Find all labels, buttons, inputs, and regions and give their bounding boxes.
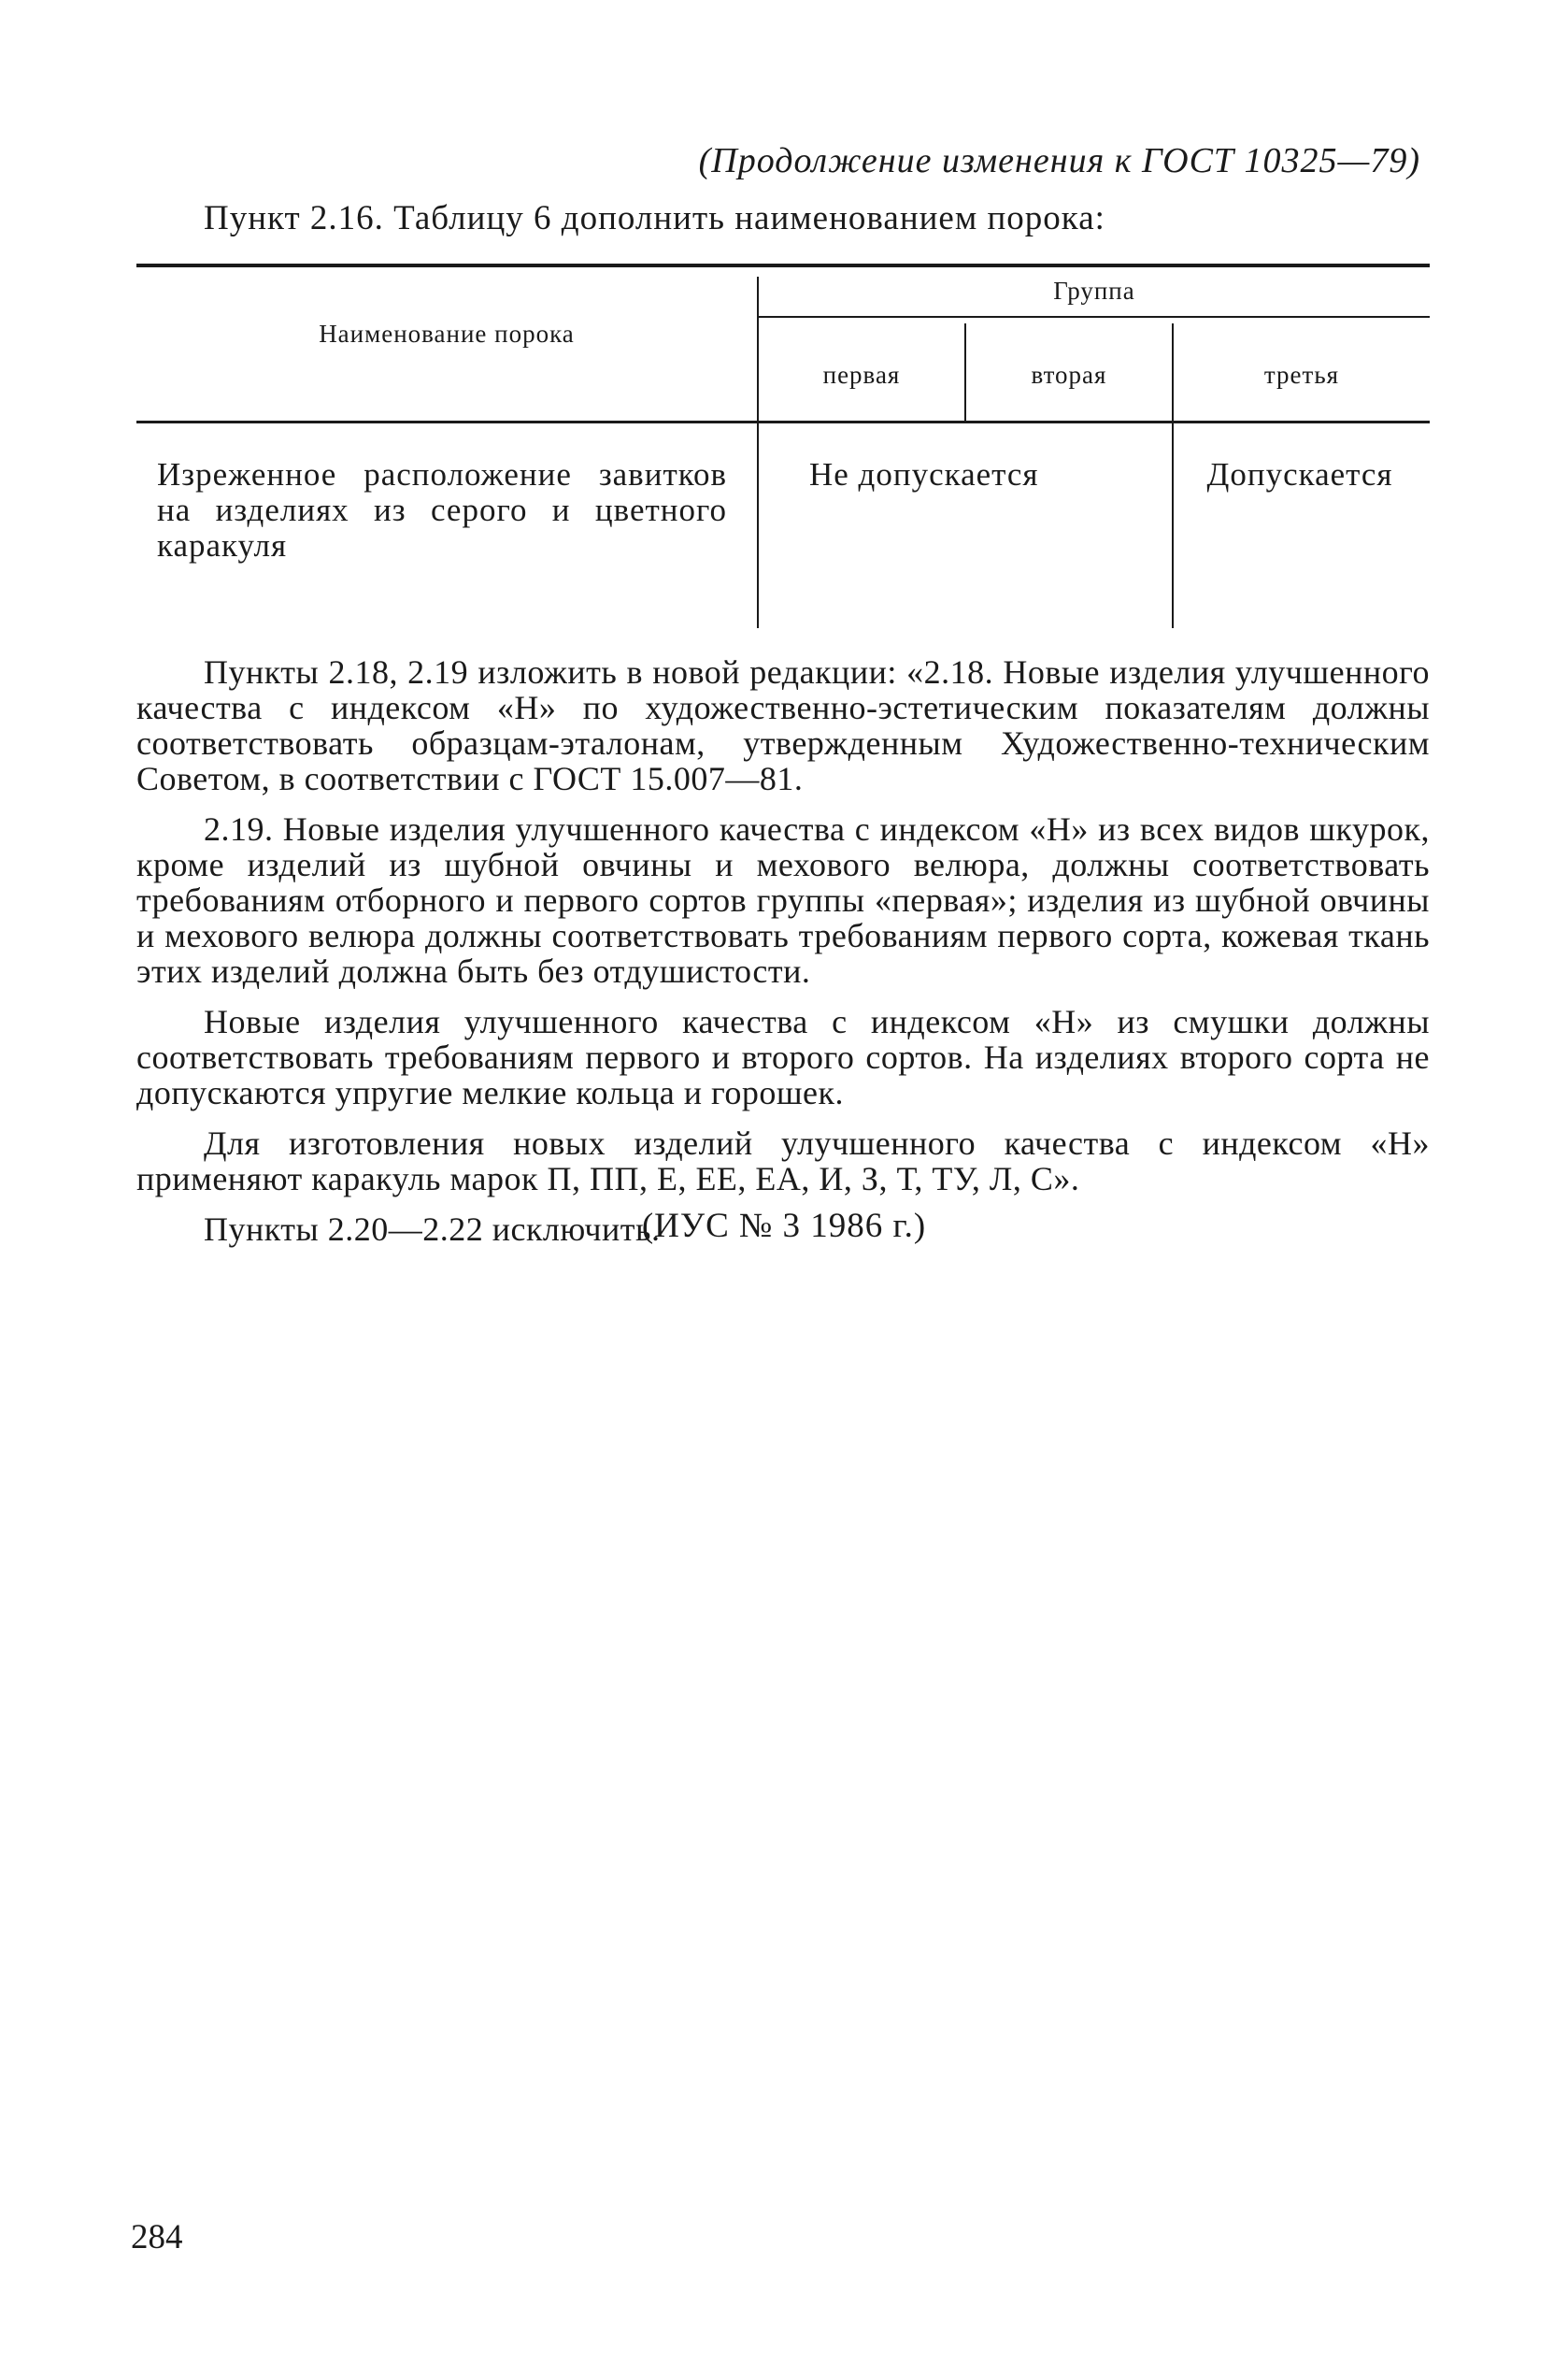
ius-reference: (ИУС № 3 1986 г.) — [641, 1207, 927, 1245]
intro-line: Пункт 2.16. Таблицу 6 дополнить наименованием порока: — [204, 199, 1105, 237]
col-header-defect-name: Наименование порока — [319, 320, 575, 348]
paragraph-points-2-18: Пункты 2.18, 2.19 изложить в новой редакции: «2.18. Новые изделия улучшенного качества с индексом «Н» по художественно-эстетическим показателям должны соответствовать образцам-эталонам, утвержденным Художественно-техническим Советом, в соответствии с ГОСТ 15.007—81. — [136, 653, 1430, 797]
col-header-group-first: первая — [822, 361, 901, 389]
table-top-rule — [136, 264, 1430, 267]
table-cell-groups-1-2: Не допускается — [809, 456, 1039, 493]
paragraph-smushka: Новые изделия улучшенного качества с индексом «Н» из смушки должны соответствовать требованиям первого и второго сортов. На изделиях второго сорта не допускаются упругие мелкие кольца и горошек. — [136, 1003, 1430, 1111]
defects-table — [136, 264, 1430, 628]
col-header-group-second: вторая — [1031, 361, 1107, 389]
paragraph-karakul-grades: Для изготовления новых изделий улучшенного качества с индексом «Н» применяют каракуль марок П, ПП, Е, ЕЕ, ЕА, И, З, Т, ТУ, Л, С». — [136, 1124, 1430, 1197]
table-col-divider-1 — [757, 277, 759, 628]
table-cell-group-3: Допускается — [1206, 456, 1393, 493]
col-header-group: Группа — [1053, 277, 1135, 305]
table-cell-defect-name: Изреженное расположение завитков на изделиях из серого и цветного каракуля — [157, 456, 727, 564]
continuation-note: (Продолжение изменения к ГОСТ 10325—79) — [698, 141, 1420, 180]
paragraph-exclude-points: Пункты 2.20—2.22 исключить. — [204, 1210, 661, 1248]
paragraph-point-2-19: 2.19. Новые изделия улучшенного качества с индексом «Н» из всех видов шкурок, кроме изделий из шубной овчины и мехового велюра, должны соответствовать требованиям отборного и первого сортов группы «первая»; изделия из шубной овчины и мехового велюра должны соответствовать требованиям первого сорта, кожевая ткань этих изделий должна быть без отдушистости. — [136, 810, 1430, 990]
col-header-group-third: третья — [1263, 361, 1340, 389]
table-header-bottom-rule — [136, 421, 1430, 423]
amendment-text — [136, 654, 1430, 1262]
group-header-rule — [757, 316, 1430, 318]
page-number: 284 — [131, 2218, 183, 2256]
